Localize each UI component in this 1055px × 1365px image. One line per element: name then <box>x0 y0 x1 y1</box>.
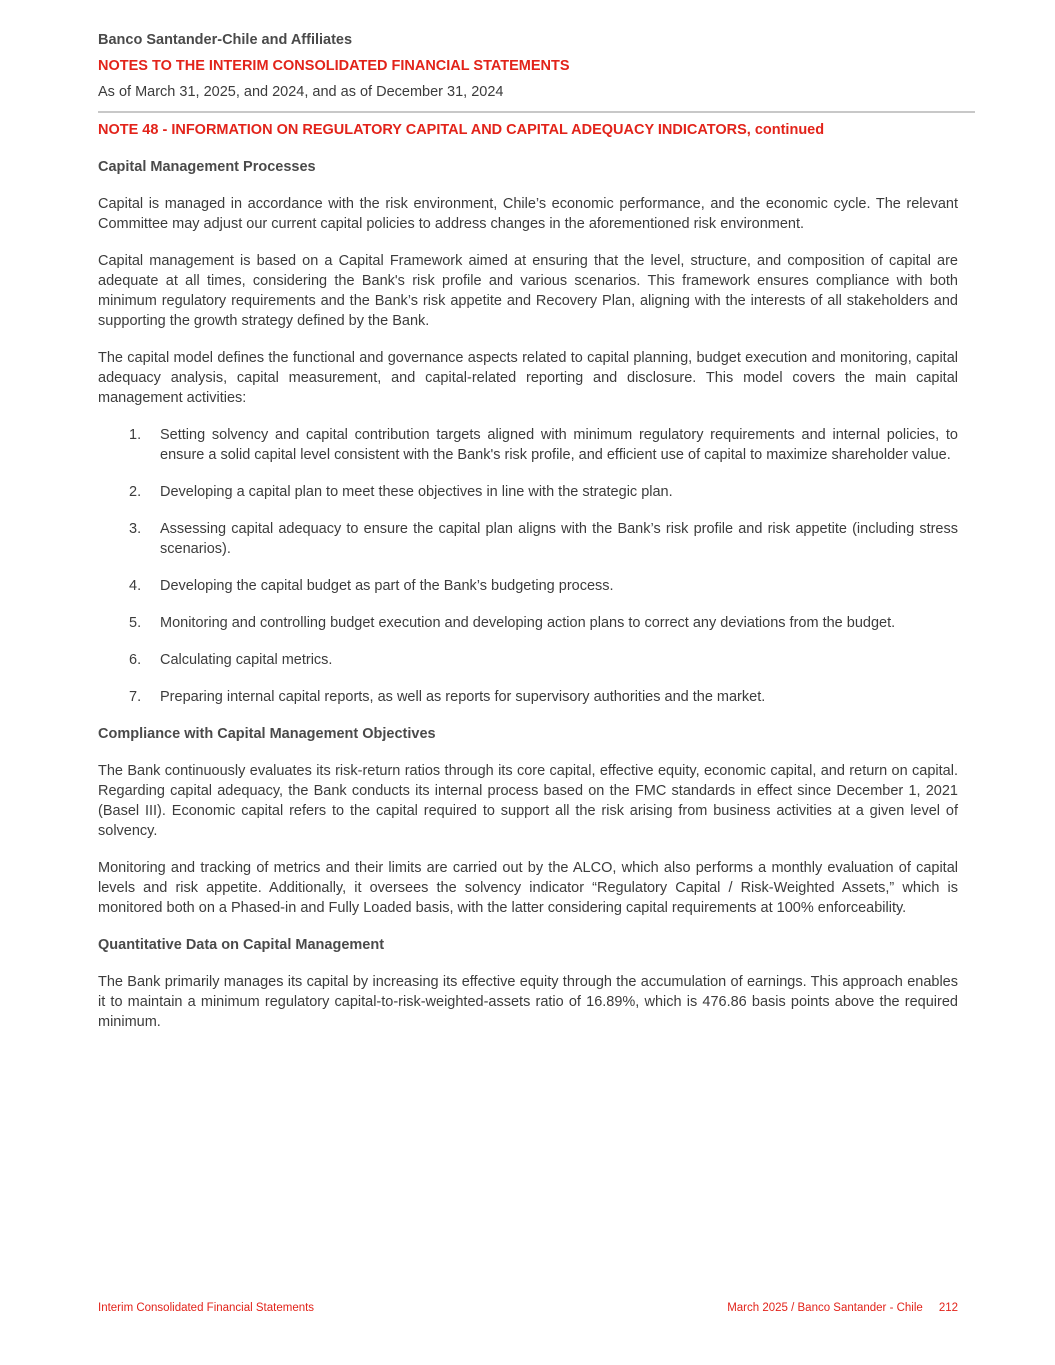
company-name: Banco Santander-Chile and Affiliates <box>98 32 353 48</box>
list-item <box>98 613 958 633</box>
note-content <box>98 120 958 1049</box>
list-item-text: Assessing capital adequacy to ensure the capital plan aligns with the Bank’s risk profile and risk appetite (including stress scenarios). <box>160 521 958 557</box>
list-item-text: Developing the capital budget as part of the Bank’s budgeting process. <box>160 578 614 594</box>
section-heading-capital-management: Capital Management Processes <box>98 159 316 175</box>
footer-right <box>727 1300 958 1316</box>
notes-title: NOTES TO THE INTERIM CONSOLIDATED FINANCIAL STATEMENTS <box>98 58 570 74</box>
list-item-text: Developing a capital plan to meet these objectives in line with the strategic plan. <box>160 484 673 500</box>
list-item-number: 2. <box>129 484 142 500</box>
list-item <box>98 425 958 465</box>
list-item <box>98 482 958 502</box>
footer-period: March 2025 / Banco Santander - Chile <box>727 1302 923 1314</box>
paragraph: Capital is managed in accordance with the risk environment, Chile’s economic performance, and the economic cycle. The relevant Committee may adjust our current capital policies to address changes in the aforementioned risk environment. <box>98 196 958 232</box>
paragraph: Monitoring and tracking of metrics and their limits are carried out by the ALCO, which also performs a monthly evaluation of capital levels and risk appetite. Additionally, it oversees the solvency indicator “Regulatory Capital / Risk-Weighted Assets,” which is monitored both on a Phased-in and Fully Loaded basis, with the latter considering capital requirements at 100% enforceability. <box>98 860 958 916</box>
list-item-text: Preparing internal capital reports, as well as reports for supervisory authorities and the market. <box>160 689 766 705</box>
paragraph: The Bank primarily manages its capital by increasing its effective equity through the accumulation of earnings. This approach enables it to maintain a minimum regulatory capital-to-risk-weighted-assets ratio of 16.89%, which is 476.86 basis points above the required minimum. <box>98 974 958 1030</box>
section-heading-compliance: Compliance with Capital Management Objectives <box>98 726 436 742</box>
list-item-number: 5. <box>129 615 142 631</box>
list-item-number: 7. <box>129 689 142 705</box>
list-item <box>98 650 958 670</box>
list-item <box>98 519 958 559</box>
paragraph: The capital model defines the functional and governance aspects related to capital planning, budget execution and monitoring, capital adequacy analysis, capital measurement, and capital-related reporting and disclosure. This model covers the main capital management activities: <box>98 350 958 406</box>
list-item-text: Setting solvency and capital contribution targets aligned with minimum regulatory requirements and internal policies, to ensure a solid capital level consistent with the Bank's risk profile, and efficient use of capital to maximize shareholder value. <box>160 427 958 463</box>
list-item-text: Monitoring and controlling budget execution and developing action plans to correct any deviations from the budget. <box>160 615 896 631</box>
list-item <box>98 687 958 707</box>
paragraph: Capital management is based on a Capital Framework aimed at ensuring that the level, structure, and composition of capital are adequate at all times, considering the Bank's risk profile and various scenarios. This framework ensures compliance with both minimum regulatory requirements and the Bank’s risk appetite and Recovery Plan, aligning with the interests of all stakeholders and supporting the growth strategy defined by the Bank. <box>98 253 958 329</box>
capital-activities-list <box>98 425 958 707</box>
footer-document-title: Interim Consolidated Financial Statements <box>98 1302 315 1314</box>
as-of-date: As of March 31, 2025, and 2024, and as of December 31, 2024 <box>98 84 504 100</box>
list-item-text: Calculating capital metrics. <box>160 652 333 668</box>
page-number: 212 <box>938 1302 958 1314</box>
section-heading-quantitative: Quantitative Data on Capital Management <box>98 937 385 953</box>
list-item-number: 1. <box>129 427 142 443</box>
list-item-number: 4. <box>129 578 142 594</box>
list-item-number: 3. <box>129 521 142 537</box>
header-divider <box>98 111 975 113</box>
paragraph: The Bank continuously evaluates its risk-return ratios through its core capital, effective equity, economic capital, and return on capital. Regarding capital adequacy, the Bank conducts its internal process based on the FMC standards in effect since December 1, 2021 (Basel III). Economic capital refers to the capital required to support all the risk arising from business activities at a given level of solvency. <box>98 763 958 839</box>
note-title: NOTE 48 - INFORMATION ON REGULATORY CAPITAL AND CAPITAL ADEQUACY INDICATORS, continued <box>98 122 825 138</box>
page-header <box>98 30 976 102</box>
list-item-number: 6. <box>129 652 142 668</box>
list-item <box>98 576 958 596</box>
